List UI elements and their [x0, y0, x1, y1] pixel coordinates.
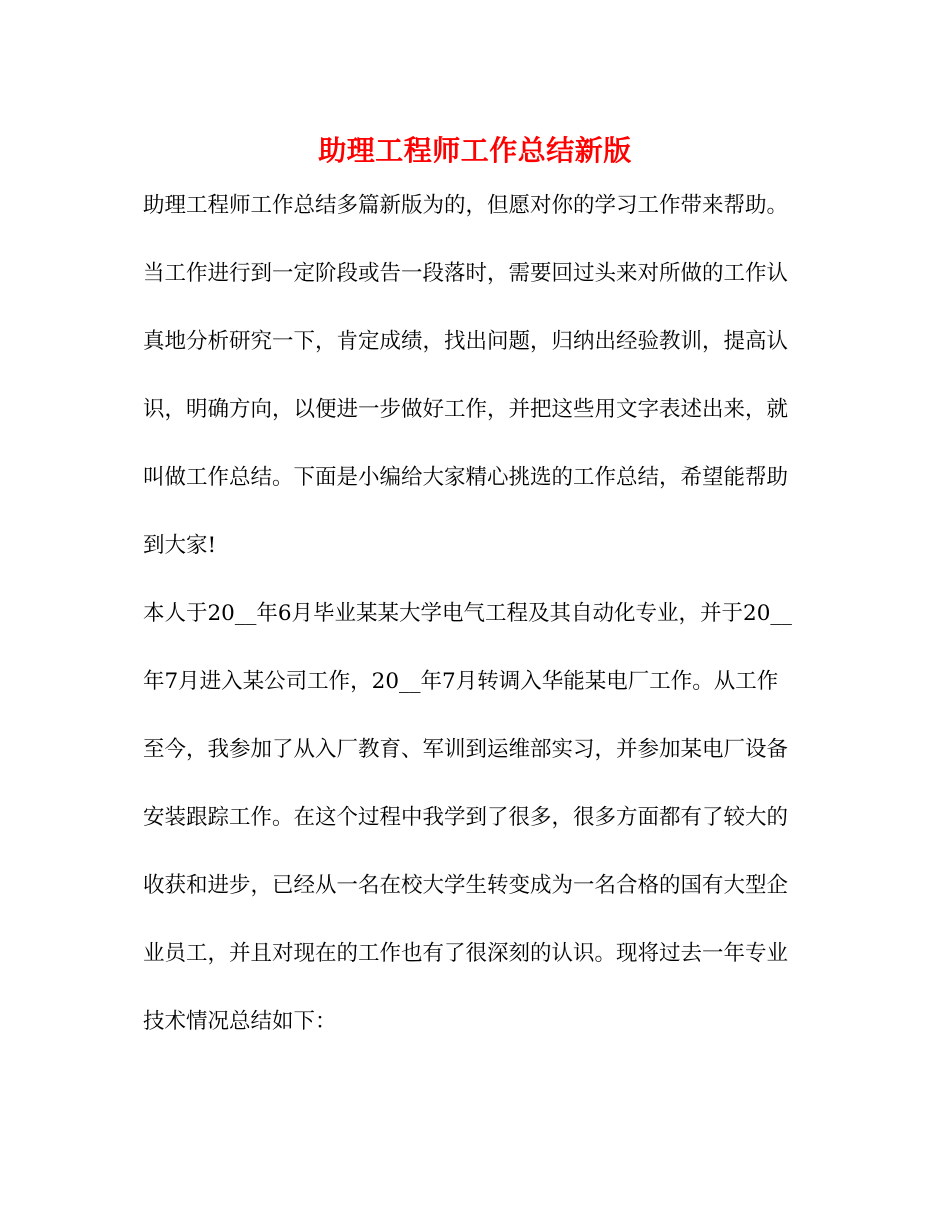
paragraph-line: 当工作进行到一定阶段或告一段落时，需要回过头来对所做的工作认 — [143, 261, 789, 286]
paragraph-line: 收获和进步，已经从一名在校大学生转变成为一名合格的国有大型企 — [143, 873, 789, 898]
document-title: 助理工程师工作总结新版 — [318, 134, 632, 167]
paragraph-line: 真地分析研究一下，肯定成绩，找出问题，归纳出经验教训，提高认 — [143, 329, 789, 354]
paragraph-line: 本人于20__年6月毕业某某大学电气工程及其自动化专业，并于20__ — [143, 601, 792, 626]
paragraph-line: 年7月进入某公司工作，20__年7月转调入华能某电厂工作。从工作 — [143, 669, 779, 694]
paragraph-line: 至今，我参加了从入厂教育、军训到运维部实习，并参加某电厂设备 — [143, 737, 789, 762]
paragraph-line: 叫做工作总结。下面是小编给大家精心挑选的工作总结，希望能帮助 — [143, 465, 789, 490]
paragraph-line: 识，明确方向，以便进一步做好工作，并把这些用文字表述出来，就 — [143, 397, 789, 422]
paragraph-line: 安装跟踪工作。在这个过程中我学到了很多，很多方面都有了较大的 — [143, 805, 789, 830]
paragraph-line: 业员工，并且对现在的工作也有了很深刻的认识。现将过去一年专业 — [143, 941, 789, 966]
paragraph-line: 技术情况总结如下： — [143, 1009, 337, 1034]
paragraph-line: 助理工程师工作总结多篇新版为的，但愿对你的学习工作带来帮助。 — [143, 193, 789, 218]
paragraph-line: 到大家! — [143, 533, 217, 558]
